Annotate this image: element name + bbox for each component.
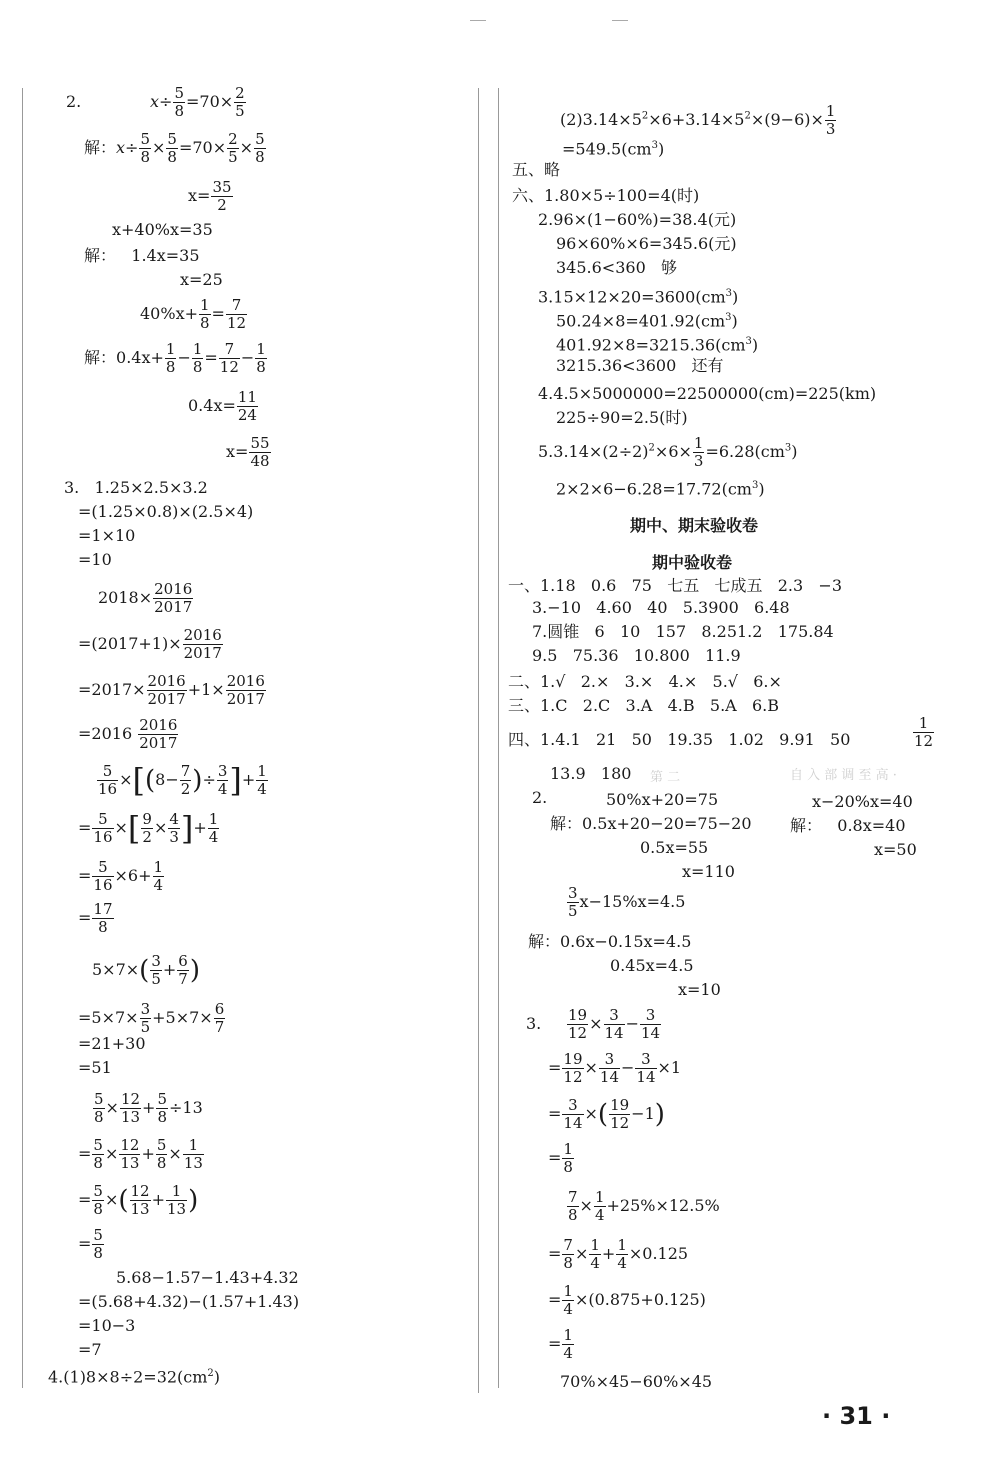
equation-line: 2018× $\frac{2016}{2017}$ bbox=[98, 580, 193, 616]
section-five: 五、略 bbox=[512, 160, 561, 179]
answer-line: 13.9 180 bbox=[550, 764, 632, 783]
answer-line: 一、1.18 0.6 75 七五 七成五 2.3 −3 bbox=[508, 576, 843, 595]
equation-line: $2\times 2\times 6-6.28=17.72(cm^3)$ bbox=[556, 479, 765, 499]
equation-line: 4.4.5×5000000=22500000(cm)=225(km) bbox=[538, 384, 877, 403]
answer-line: 四、1.4.1 21 50 19.35 1.02 9.91 50 bbox=[508, 730, 851, 749]
bleed-through-text: 第 二 bbox=[650, 770, 681, 785]
equation-line: $(2)3.14\times 5^2\times 6+3.14\times 5^2\times(9-6)\times$ $\frac{1}{3}$ bbox=[560, 102, 836, 138]
equation-line: 96×60%×6=345.6(元) bbox=[556, 234, 737, 253]
equation-line: =10 bbox=[78, 550, 112, 569]
equation-line: $3.15\times 12\times 20=3600(cm^3)$ bbox=[538, 287, 739, 307]
page-number: · 31 · bbox=[822, 1402, 891, 1430]
equation-line: 345.6<360 够 bbox=[556, 258, 678, 277]
answer-line: 2. bbox=[532, 788, 548, 807]
equation-line: = $\frac{1}{4}$ ×(0.875+0.125) bbox=[548, 1282, 706, 1318]
equation-line: 225÷90=2.5(时) bbox=[556, 408, 688, 427]
equation-line: 50%x+20=75 bbox=[606, 790, 719, 809]
equation-line: = $\frac{5}{8}$ ×( $\frac{12}{13}$ + $\frac{1}{13}$ ) bbox=[78, 1182, 199, 1218]
equation-line: $\frac{5}{16}$ ×[(8− $\frac{7}{2}$ )÷ $\frac{3}{4}$ ]+ $\frac{1}{4}$ bbox=[98, 761, 267, 800]
equation-line: =(5.68+4.32)−(1.57+1.43) bbox=[78, 1292, 300, 1311]
equation-line: =7 bbox=[78, 1340, 102, 1359]
equation-line: 解： 0.8x=40 bbox=[790, 816, 906, 835]
equation-line: x= $\frac{55}{48}$ bbox=[226, 434, 270, 470]
equation-line: =2016 $\frac{2016}{2017}$ bbox=[78, 716, 178, 752]
equation-line: 3215.36<3600 还有 bbox=[556, 356, 724, 375]
section-heading: 期中、期末验收卷 bbox=[630, 516, 759, 535]
equation-line: $\frac{7}{8}$ × $\frac{1}{4}$ +25%×12.5% bbox=[568, 1188, 720, 1224]
bleed-through-text: 自 入 部 调 至 高 · bbox=[790, 768, 897, 783]
equation-line: =10−3 bbox=[78, 1316, 136, 1335]
answer-line: 二、1.√ 2.× 3.× 4.× 5.√ 6.× bbox=[508, 672, 782, 691]
equation-line: 70%×45−60%×45 bbox=[560, 1372, 713, 1391]
equation-line: 解：0.4x+ $\frac{1}{8}$ − $\frac{1}{8}$ = $\frac{7}{12}$ − $\frac{1}{8}$ bbox=[84, 340, 266, 376]
equation-line: $\frac{3}{5}$ x−15%x=4.5 bbox=[568, 884, 686, 920]
equation-line: 解：x÷ $\frac{5}{8}$ × $\frac{5}{8}$ =70× $\frac{2}{5}$ × $\frac{5}{8}$ bbox=[84, 130, 265, 166]
column-divider bbox=[478, 88, 479, 1393]
answer-line: 三、1.C 2.C 3.A 4.B 5.A 6.B bbox=[508, 696, 779, 715]
equation-line: 0.5x=55 bbox=[640, 838, 709, 857]
scan-mark bbox=[612, 20, 628, 21]
equation-line: =(1.25×0.8)×(2.5×4) bbox=[78, 502, 254, 521]
equation-line: = $\frac{1}{8}$ bbox=[548, 1140, 573, 1176]
equation-line: 解：0.6x−0.15x=4.5 bbox=[528, 932, 692, 951]
equation-line: = $\frac{5}{16}$ ×[ $\frac{9}{2}$ × $\frac{4}{3}$ ]+ $\frac{1}{4}$ bbox=[78, 809, 219, 848]
equation-line: $\frac{5}{8}$ × $\frac{12}{13}$ + $\frac{5}{8}$ ÷13 bbox=[94, 1090, 203, 1126]
answer-line: 2. bbox=[66, 92, 82, 111]
equation-line: $=549.5(cm^3)$ bbox=[562, 139, 665, 159]
scan-mark bbox=[470, 20, 486, 21]
equation-line: =1×10 bbox=[78, 526, 136, 545]
equation-line: 解： 1.4x=35 bbox=[84, 246, 200, 265]
equation-line: 六、1.80×5÷100=4(时) bbox=[512, 186, 700, 205]
equation-line: =2017× $\frac{2016}{2017}$ +1× $\frac{2016}{2017}$ bbox=[78, 672, 265, 708]
equation-line: x−20%x=40 bbox=[812, 792, 913, 811]
equation-line: = $\frac{3}{14}$ ×( $\frac{19}{12}$ −1) bbox=[548, 1096, 665, 1132]
equation-line: = $\frac{1}{4}$ bbox=[548, 1326, 573, 1362]
equation-line: =51 bbox=[78, 1058, 112, 1077]
equation-line: 0.4x= $\frac{11}{24}$ bbox=[188, 388, 257, 424]
equation-line: $\frac{19}{12}$ × $\frac{3}{14}$ − $\frac{3}{14}$ bbox=[568, 1006, 661, 1042]
equation-line: =(2017+1)× $\frac{2016}{2017}$ bbox=[78, 626, 222, 662]
equation-line: x=50 bbox=[874, 840, 917, 859]
equation-line: x÷ $\frac{5}{8}$ =70× $\frac{2}{5}$ bbox=[150, 84, 245, 120]
equation-line: $5.3.14\times(2\div 2)^2\times 6\times$ $\frac{1}{3}$ $=6.28(cm^3)$ bbox=[538, 434, 798, 470]
answer-fraction: $\frac{1}{12}$ bbox=[914, 714, 934, 750]
equation-line: x= $\frac{35}{2}$ bbox=[188, 178, 232, 214]
equation-line: 5.68−1.57−1.43+4.32 bbox=[116, 1268, 299, 1287]
column-divider bbox=[22, 88, 23, 1388]
equation-line: = $\frac{5}{8}$ × $\frac{12}{13}$ + $\frac{5}{8}$ × $\frac{1}{13}$ bbox=[78, 1136, 203, 1172]
equation-line: 解：0.5x+20−20=75−20 bbox=[550, 814, 752, 833]
answer-line: 9.5 75.36 10.800 11.9 bbox=[532, 646, 741, 665]
equation-line: = $\frac{17}{8}$ bbox=[78, 900, 113, 936]
equation-line: 2.96×(1−60%)=38.4(元) bbox=[538, 210, 737, 229]
equation-line: = $\frac{5}{8}$ bbox=[78, 1226, 103, 1262]
equation-line: = $\frac{7}{8}$ × $\frac{1}{4}$ + $\frac{1}{4}$ ×0.125 bbox=[548, 1236, 689, 1272]
equation-line: 5×7×( $\frac{3}{5}$ + $\frac{6}{7}$ ) bbox=[92, 952, 200, 988]
equation-line: 3. 1.25×2.5×3.2 bbox=[64, 478, 208, 497]
equation-line: = $\frac{19}{12}$ × $\frac{3}{14}$ − $\frac{3}{14}$ ×1 bbox=[548, 1050, 682, 1086]
equation-line: x=10 bbox=[678, 980, 721, 999]
equation-line: $401.92\times 8=3215.36(cm^3)$ bbox=[556, 335, 759, 355]
column-divider bbox=[498, 88, 499, 1388]
equation-line: $4.(1)8\times 8\div 2=32(cm^2)$ bbox=[48, 1367, 221, 1387]
equation-line: x=110 bbox=[682, 862, 735, 881]
answer-line: 7.圆锥 6 10 157 8.251.2 175.84 bbox=[532, 622, 834, 641]
equation-line: =21+30 bbox=[78, 1034, 146, 1053]
equation-line: =5×7× $\frac{3}{5}$ +5×7× $\frac{6}{7}$ bbox=[78, 1000, 225, 1036]
section-subheading: 期中验收卷 bbox=[652, 553, 733, 572]
equation-line: x+40%x=35 bbox=[112, 220, 213, 239]
equation-line: 0.45x=4.5 bbox=[610, 956, 694, 975]
equation-line: = $\frac{5}{16}$ ×6+ $\frac{1}{4}$ bbox=[78, 858, 164, 894]
equation-line: x=25 bbox=[180, 270, 223, 289]
equation-line: $50.24\times 8=401.92(cm^3)$ bbox=[556, 311, 738, 331]
equation-line: 40%x+ $\frac{1}{8}$ = $\frac{7}{12}$ bbox=[140, 296, 247, 332]
answer-line: 3. bbox=[526, 1014, 542, 1033]
answer-line: 3.−10 4.60 40 5.3900 6.48 bbox=[532, 598, 790, 617]
